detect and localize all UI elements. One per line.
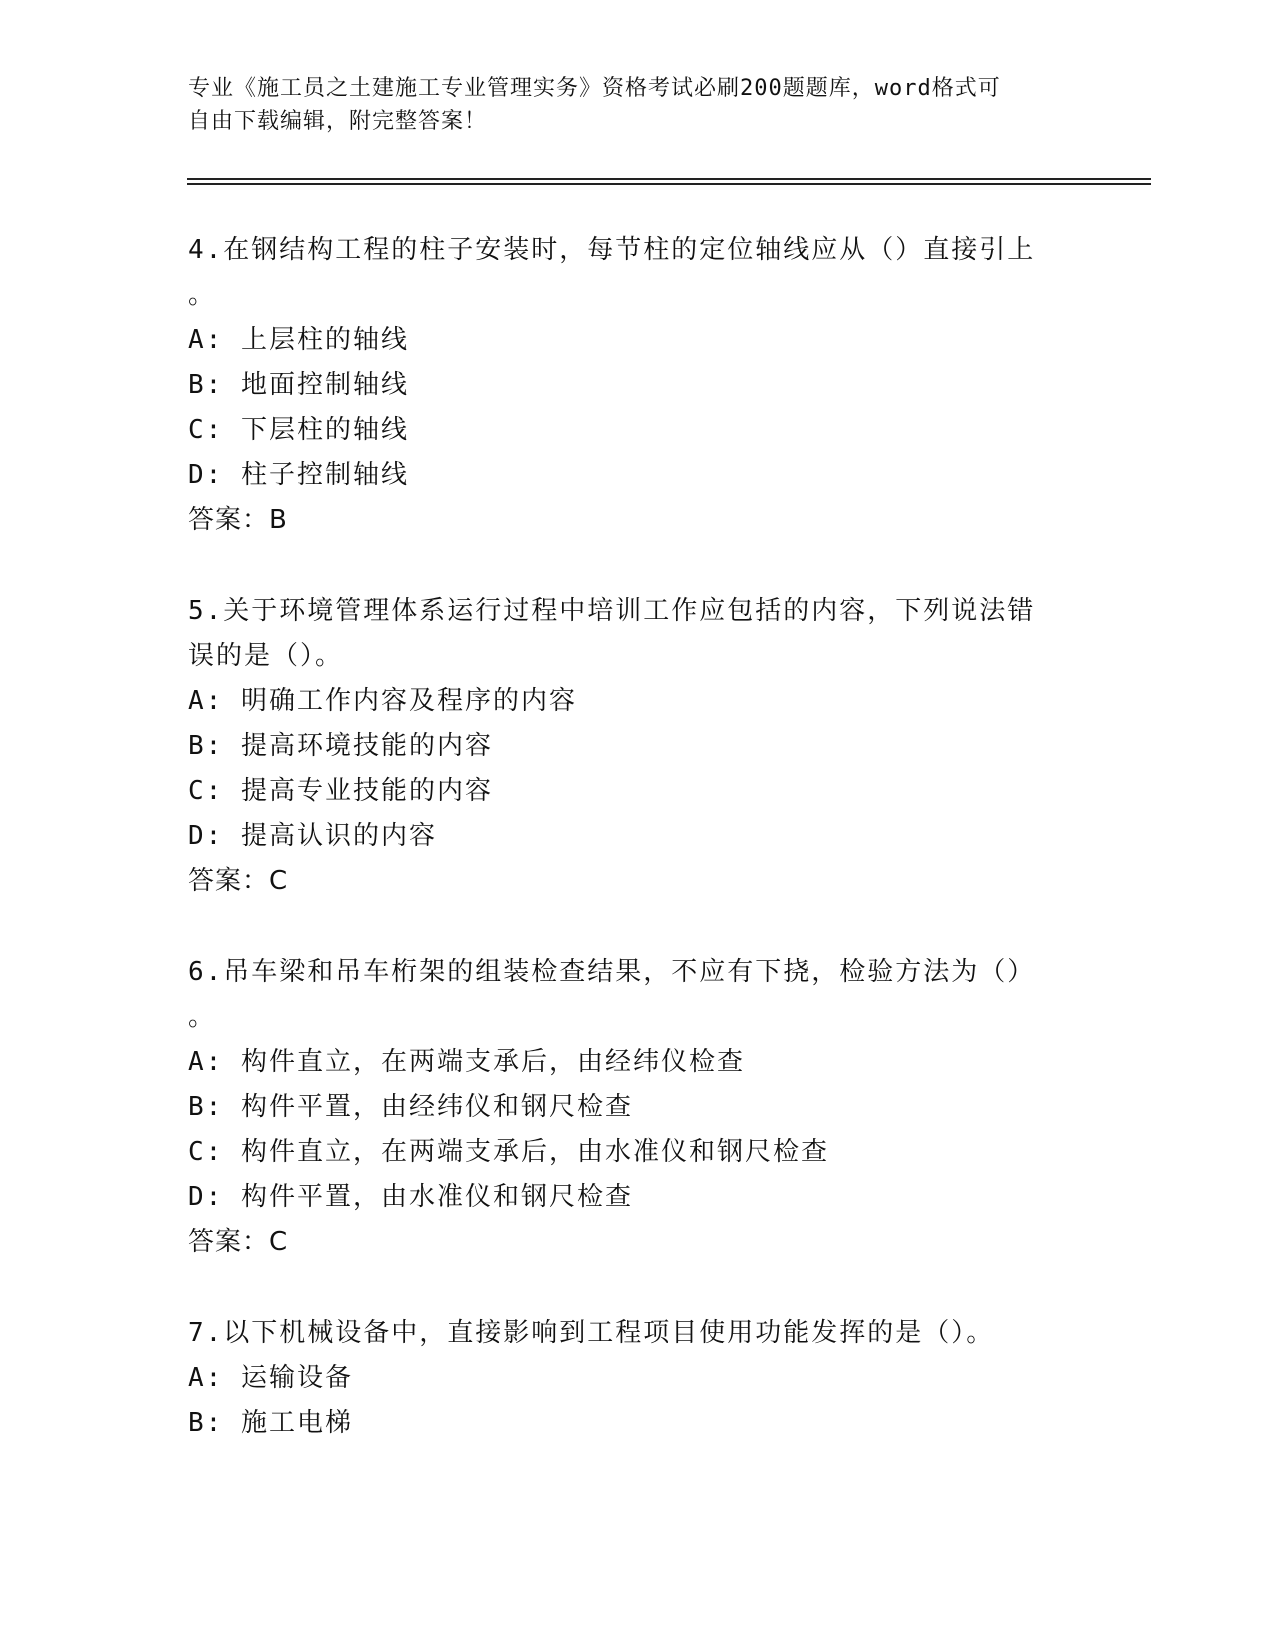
question-stem-continued: 误的是（）。: [188, 641, 344, 671]
option-b: B: 构件平置，由经纬仪和钢尺检查: [188, 1092, 633, 1122]
option-a: A: 明确工作内容及程序的内容: [188, 686, 577, 716]
header-line-1: 专业《施工员之土建施工专业管理实务》资格考试必刷200题题库，word格式可: [188, 76, 1001, 101]
question-5: [188, 589, 1068, 904]
option-b: B: 提高环境技能的内容: [188, 731, 493, 761]
option-d: D: 提高认识的内容: [188, 821, 437, 851]
question-stem: 4.在钢结构工程的柱子安装时，每节柱的定位轴线应从（）直接引上: [188, 235, 1036, 265]
question-stem: 7.以下机械设备中，直接影响到工程项目使用功能发挥的是（）。: [188, 1318, 995, 1348]
option-b: B: 施工电梯: [188, 1408, 353, 1438]
answer-line: 答案：B: [188, 505, 288, 535]
option-a: A: 上层柱的轴线: [188, 325, 409, 355]
option-c: C: 下层柱的轴线: [188, 415, 409, 445]
answer-line: 答案：C: [188, 1227, 289, 1257]
option-b: B: 地面控制轴线: [188, 370, 409, 400]
option-a: A: 构件直立，在两端支承后，由经纬仪检查: [188, 1047, 745, 1077]
header-line-2: 自由下载编辑，附完整答案！: [188, 109, 488, 134]
option-a: A: 运输设备: [188, 1363, 353, 1393]
option-c: C: 提高专业技能的内容: [188, 776, 493, 806]
question-stem-continued: 。: [188, 280, 217, 310]
option-c: C: 构件直立，在两端支承后，由水准仪和钢尺检查: [188, 1137, 829, 1167]
question-stem: 6.吊车梁和吊车桁架的组装检查结果，不应有下挠，检验方法为（）: [188, 957, 1036, 987]
question-list: [188, 228, 1068, 1492]
document-header: [188, 72, 1068, 138]
option-d: D: 柱子控制轴线: [188, 460, 409, 490]
option-d: D: 构件平置，由水准仪和钢尺检查: [188, 1182, 633, 1212]
question-stem: 5.关于环境管理体系运行过程中培训工作应包括的内容，下列说法错: [188, 596, 1036, 626]
question-7: [188, 1311, 1068, 1446]
header-rule-bottom: [187, 183, 1151, 185]
header-rule-top: [187, 178, 1151, 180]
question-4: [188, 228, 1068, 543]
answer-line: 答案：C: [188, 866, 289, 896]
question-stem-continued: 。: [188, 1002, 217, 1032]
question-6: [188, 950, 1068, 1265]
